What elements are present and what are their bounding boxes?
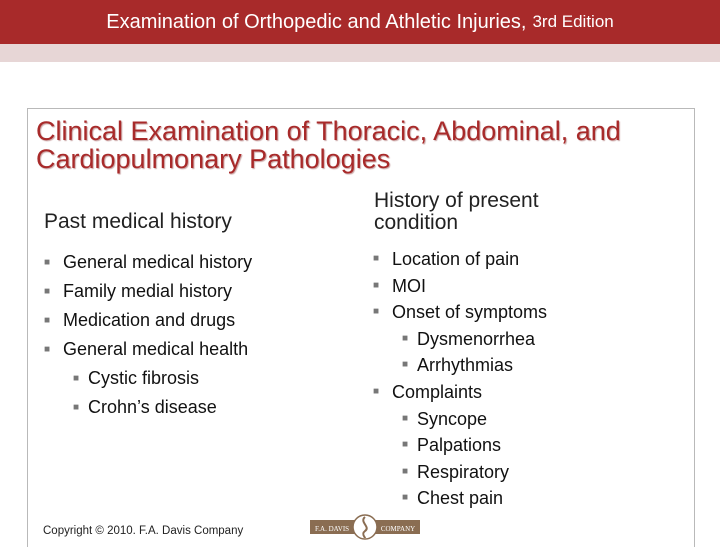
list-item (44, 306, 252, 335)
list-item-text: Onset of symptoms (392, 302, 548, 323)
square-bullet-icon: ■ (373, 253, 380, 264)
logo-text-left: F.A. DAVIS (314, 525, 350, 533)
square-bullet-icon: ■ (73, 402, 80, 413)
sub-list-item (44, 393, 252, 422)
list-item-text: Crohn’s disease (88, 397, 217, 417)
header-title-bar (0, 0, 720, 44)
square-bullet-icon: ■ (402, 465, 409, 477)
left-column-heading: Past medical history (44, 210, 232, 233)
list-item-text: Respiratory (417, 461, 510, 482)
list-item-text: Family medial history (63, 281, 233, 301)
list-item (373, 379, 547, 406)
publisher-logo (310, 513, 420, 540)
square-bullet-icon: ■ (44, 257, 51, 268)
square-bullet-icon: ■ (402, 332, 409, 344)
logo-text-right: COMPANY (380, 525, 416, 533)
square-bullet-icon: ■ (44, 315, 51, 326)
list-item (373, 246, 547, 273)
list-item-text: MOI (392, 275, 426, 296)
square-bullet-icon: ■ (402, 439, 409, 451)
square-bullet-icon: ■ (402, 412, 409, 424)
list-item (44, 248, 252, 277)
list-item-text: Complaints (392, 381, 483, 402)
list-item-text: Arrhythmias (417, 355, 514, 376)
square-bullet-icon: ■ (44, 344, 51, 355)
slide-title: Clinical Examination of Thoracic, Abdominal, and Cardiopulmonary Pathologies (36, 116, 621, 174)
right-column-heading: History of present condition (374, 189, 539, 234)
list-item-text: Location of pain (392, 249, 520, 269)
square-bullet-icon: ■ (44, 286, 51, 297)
sub-list-item (373, 432, 547, 459)
list-item (373, 299, 547, 326)
square-bullet-icon: ■ (373, 385, 380, 397)
list-item (44, 277, 252, 306)
list-item-text: Dysmenorrhea (417, 328, 536, 349)
list-item-text: Cystic fibrosis (88, 368, 200, 388)
list-item-text: Syncope (417, 408, 488, 429)
sub-list-item (373, 352, 547, 379)
logo-emblem-icon (353, 515, 377, 539)
square-bullet-icon: ■ (373, 306, 380, 318)
right-bullet-list (373, 246, 547, 512)
square-bullet-icon: ■ (402, 492, 409, 504)
sub-list-item (373, 485, 547, 512)
list-item-text: Palpations (417, 435, 502, 456)
list-item-text: Medication and drugs (63, 310, 236, 330)
square-bullet-icon: ■ (373, 279, 380, 291)
book-title: Examination of Orthopedic and Athletic Injuries, (106, 10, 527, 33)
square-bullet-icon: ■ (73, 373, 80, 384)
sub-list-item (373, 406, 547, 433)
list-item-text: General medical health (63, 339, 249, 359)
book-edition: 3rd Edition (532, 12, 614, 31)
sub-list-item (373, 459, 547, 486)
sub-list-item (44, 364, 252, 393)
left-bullet-list (44, 248, 252, 422)
list-item-text: General medical history (63, 252, 253, 272)
square-bullet-icon: ■ (402, 359, 409, 371)
copyright-text: Copyright © 2010. F.A. Davis Company (43, 525, 244, 537)
sub-list-item (373, 326, 547, 353)
list-item-text: Chest pain (417, 488, 504, 509)
list-item (44, 335, 252, 364)
list-item (373, 273, 547, 300)
